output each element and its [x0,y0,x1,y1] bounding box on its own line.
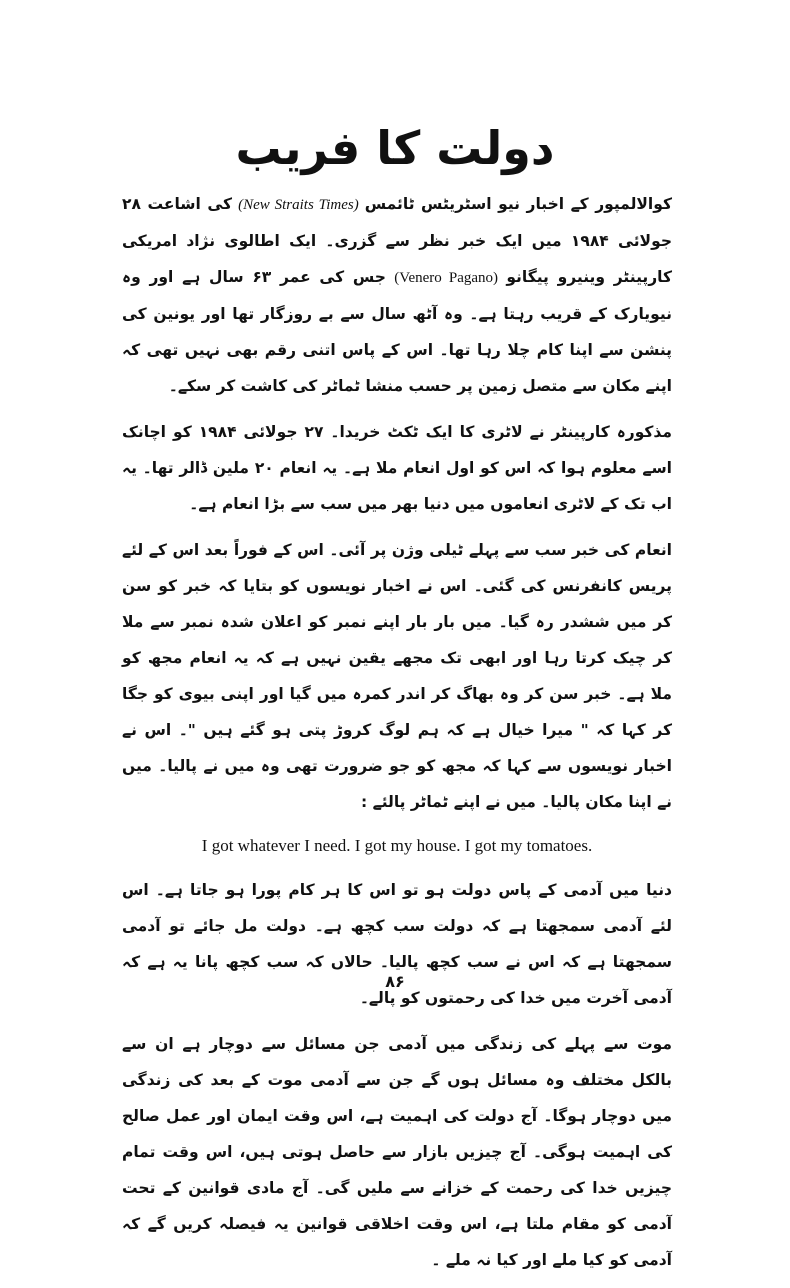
page-title: دولت کا فریب [235,121,555,175]
paragraph-4-text: دنیا میں آدمی کے پاس دولت ہو تو اس کا ہر کام پورا ہو جاتا ہے۔ اس لئے آدمی سمجھتا ہے کہ دولت سب کچھ ہے۔ دولت مل جائے تو آدمی سمجھتا ہے کہ اس نے سب کچھ پالیا۔ حالاں کہ سب کچھ پانا یہ ہے کہ آدمی آخرت میں خدا کی رحمتوں کو پالے۔ [122,881,672,1007]
paragraph-2 [122,414,672,522]
paragraph-4 [122,872,672,1016]
page-number: ۸۶ [385,972,405,991]
paragraph-1-lead: کوالالمپور کے اخبار نیو اسٹریٹس ٹائمس [364,195,672,213]
newspaper-name-english: (New Straits Times) [238,197,359,213]
english-quote: I got whatever I need. I got my house. I got my tomatoes. [201,836,593,855]
paragraph-1 [122,186,672,404]
article-body [122,186,672,1288]
person-name-english: (Venero Pagano) [394,270,499,286]
paragraph-1-text: کی اشاعت ۲۸ جولائی ۱۹۸۴ میں ایک خبر نظر سے گزری۔ ایک اطالوی نژاد امریکی کارپینٹر وینیرو پیگانو [122,195,672,286]
paragraph-1-text-2: جس کی عمر ۶۳ سال ہے اور وہ نیویارک کے قریب رہتا ہے۔ وہ آٹھ سال سے بے روزگار تھا اور یونین کی پنشن سے اپنا کام چلا رہا تھا۔ اس کے پاس اتنی رقم بھی نہیں تھی کہ اپنے مکان سے متصل زمین پر حسب منشا ٹماٹر کی کاشت کر سکے۔ [122,268,672,395]
paragraph-3-text: انعام کی خبر سب سے پہلے ٹیلی وژن پر آئی۔ اس کے فوراً بعد اس کے لئے پریس کانفرنس کی گئی۔ اس نے اخبار نویسوں کو بتایا کہ خبر کو سن کر میں ششدر رہ گیا۔ میں بار بار اپنے نمبر کو اعلان شدہ نمبر سے ملا کر چیک کرتا رہا اور ابھی تک مجھے یقین نہیں ہے کہ یہ انعام مجھ کو ملا ہے۔ خبر سن کر وہ بھاگ کر اندر کمرہ میں گیا اور اپنی بیوی کو جگا کر کہا کہ " میرا خیال ہے کہ ہم لوگ کروڑ پتی ہو گئے ہیں "۔ اس نے اخبار نویسوں سے کہا کہ مجھ کو جو ضرورت تھی وہ میں نے پالیا۔ میں نے اپنا مکان پالیا۔ میں نے اپنے ٹماٹر پالئے : [122,541,672,811]
paragraph-3 [122,532,672,820]
paragraph-5-text: موت سے پہلے کی زندگی میں آدمی جن مسائل سے دوچار ہے ان سے بالکل مختلف وہ مسائل ہوں گے جن سے آدمی موت کے بعد کی زندگی میں دوچار ہوگا۔ آج دولت کی اہمیت ہے، اس وقت ایمان اور عمل صالح کی اہمیت ہوگی۔ آج چیزیں بازار سے حاصل ہوتی ہیں، اس وقت تمام چیزیں خدا کی رحمت کے خزانے سے ملیں گی۔ آج مادی قوانین کے تحت آدمی کو مقام ملتا ہے، اس وقت اخلاقی قوانین یہ فیصلہ کریں گے کہ آدمی کو کیا ملے اور کیا نہ ملے ۔ [122,1035,672,1269]
paragraph-2-text: مذکورہ کارپینٹر نے لاٹری کا ایک ٹکٹ خریدا۔ ۲۷ جولائی ۱۹۸۴ کو اچانک اسے معلوم ہوا کہ اس کو اول انعام ملا ہے۔ یہ انعام ۲۰ ملین ڈالر تھا۔ یہ اب تک کے لاٹری انعاموں میں دنیا بھر میں سب سے بڑا انعام ہے۔ [122,423,672,513]
paragraph-5 [122,1026,672,1278]
